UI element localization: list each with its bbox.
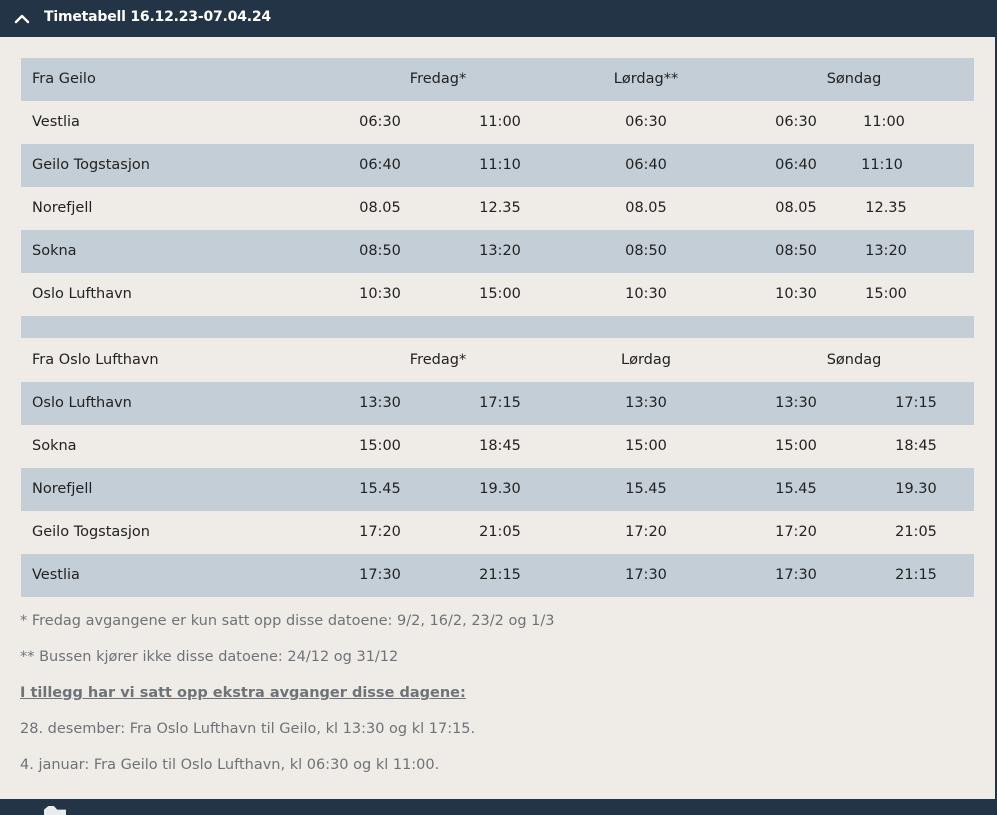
- time-cell: 12.35: [479, 200, 521, 216]
- time-cell: 13:20: [479, 243, 521, 259]
- table-row: [21, 468, 974, 511]
- stop-name: Sokna: [32, 438, 77, 454]
- time-cell: 08:50: [625, 243, 667, 259]
- next-accordion-title-peek: [44, 806, 66, 815]
- time-cell: 06:30: [775, 114, 817, 130]
- table-row: [21, 554, 974, 597]
- time-cell: 11:10: [479, 157, 521, 173]
- table-header-row: [21, 58, 974, 101]
- stop-name: Geilo Togstasjon: [32, 524, 150, 540]
- table-row: [21, 101, 974, 144]
- day-header-sunday: Søndag: [826, 352, 882, 368]
- time-cell: 18:45: [895, 438, 937, 454]
- time-cell: 15.45: [359, 481, 401, 497]
- table-row: [21, 144, 974, 187]
- time-cell: 17:30: [775, 567, 817, 583]
- next-accordion-header[interactable]: [0, 799, 997, 815]
- table-row: [21, 273, 974, 316]
- time-cell: 15:00: [625, 438, 667, 454]
- time-cell: 17:30: [625, 567, 667, 583]
- time-cell: 17:15: [895, 395, 937, 411]
- time-cell: 06:30: [359, 114, 401, 130]
- stop-name: Norefjell: [32, 200, 93, 216]
- timetable-from-oslo: [21, 339, 974, 597]
- accordion-title: Timetabell 16.12.23-07.04.24: [44, 9, 271, 25]
- chevron-up-icon: [14, 11, 30, 25]
- time-cell: 06:30: [625, 114, 667, 130]
- day-header-saturday: Lørdag**: [613, 71, 679, 87]
- time-cell: 15:00: [359, 438, 401, 454]
- extra-departure-1: 28. desember: Fra Oslo Lufthavn til Geilo, kl 13:30 og kl 17:15.: [20, 721, 476, 737]
- time-cell: 21:15: [895, 567, 937, 583]
- time-cell: 21:05: [479, 524, 521, 540]
- time-cell: 11:00: [479, 114, 521, 130]
- time-cell: 08:50: [775, 243, 817, 259]
- time-cell: 19.30: [479, 481, 521, 497]
- time-cell: 15:00: [865, 286, 907, 302]
- table-row: [21, 511, 974, 554]
- time-cell: 15.45: [625, 481, 667, 497]
- day-header-friday: Fredag*: [409, 71, 467, 87]
- table-title: Fra Geilo: [32, 71, 96, 87]
- time-cell: 17:15: [479, 395, 521, 411]
- table-row: [21, 425, 974, 468]
- time-cell: 11:00: [863, 114, 905, 130]
- day-header-sunday: Søndag: [826, 71, 882, 87]
- time-cell: 13:20: [865, 243, 907, 259]
- time-cell: 13:30: [625, 395, 667, 411]
- stop-name: Oslo Lufthavn: [32, 286, 132, 302]
- time-cell: 21:05: [895, 524, 937, 540]
- time-cell: 10:30: [775, 286, 817, 302]
- time-cell: 12.35: [865, 200, 907, 216]
- time-cell: 08:50: [359, 243, 401, 259]
- timetable-from-geilo: [21, 58, 974, 338]
- stop-name: Norefjell: [32, 481, 93, 497]
- time-cell: 13:30: [775, 395, 817, 411]
- stop-name: Geilo Togstasjon: [32, 157, 150, 173]
- table-row: [21, 230, 974, 273]
- time-cell: 18:45: [479, 438, 521, 454]
- time-cell: 06:40: [359, 157, 401, 173]
- table-row: [21, 187, 974, 230]
- time-cell: 15.45: [775, 481, 817, 497]
- time-cell: 11:10: [861, 157, 903, 173]
- time-cell: 15:00: [479, 286, 521, 302]
- time-cell: 13:30: [359, 395, 401, 411]
- time-cell: 06:40: [775, 157, 817, 173]
- stop-name: Vestlia: [32, 567, 80, 583]
- time-cell: 17:20: [359, 524, 401, 540]
- day-header-friday: Fredag*: [409, 352, 467, 368]
- time-cell: 10:30: [359, 286, 401, 302]
- time-cell: 17:30: [359, 567, 401, 583]
- stop-name: Sokna: [32, 243, 77, 259]
- timetable-accordion-header[interactable]: [0, 0, 997, 37]
- time-cell: 08.05: [359, 200, 401, 216]
- time-cell: 10:30: [625, 286, 667, 302]
- table-row: [21, 382, 974, 425]
- time-cell: 08.05: [775, 200, 817, 216]
- time-cell: 17:20: [775, 524, 817, 540]
- time-cell: 17:20: [625, 524, 667, 540]
- note-saturday: ** Bussen kjører ikke disse datoene: 24/12 og 31/12: [20, 649, 399, 665]
- extra-departure-2: 4. januar: Fra Geilo til Oslo Lufthavn, kl 06:30 og kl 11:00.: [20, 757, 440, 773]
- time-cell: 19.30: [895, 481, 937, 497]
- day-header-saturday: Lørdag: [621, 352, 671, 368]
- time-cell: 21:15: [479, 567, 521, 583]
- time-cell: 06:40: [625, 157, 667, 173]
- stop-name: Oslo Lufthavn: [32, 395, 132, 411]
- note-friday: * Fredag avgangene er kun satt opp disse datoene: 9/2, 16/2, 23/2 og 1/3: [20, 613, 555, 629]
- table-header-row: [21, 339, 974, 382]
- time-cell: 15:00: [775, 438, 817, 454]
- table-title: Fra Oslo Lufthavn: [32, 352, 159, 368]
- extra-departures-heading: I tillegg har vi satt opp ekstra avganger disse dagene:: [20, 685, 466, 701]
- stop-name: Vestlia: [32, 114, 80, 130]
- table-separator: [21, 316, 974, 338]
- time-cell: 08.05: [625, 200, 667, 216]
